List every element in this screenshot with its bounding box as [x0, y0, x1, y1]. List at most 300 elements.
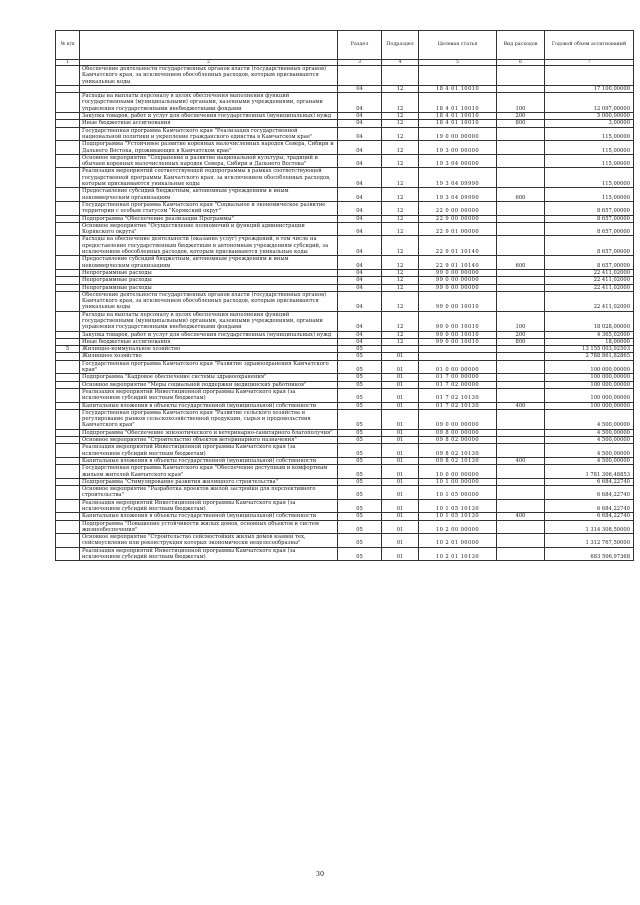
section-code: 04 — [338, 113, 382, 120]
row-number — [56, 127, 80, 141]
expense-name: Обеспечение деятельности государственных органов власти (государственных органов) Камчатского края, за исключением обособленных расходов, которым присваиваются уникальные коды — [80, 66, 338, 86]
target-article-code: 19 3 04 00000 — [419, 154, 497, 168]
row-number — [56, 93, 80, 113]
expense-type-code — [497, 201, 545, 215]
table-row — [56, 478, 634, 485]
subsection-code: 01 — [382, 534, 419, 548]
table-row — [56, 85, 634, 92]
subsection-code: 01 — [382, 402, 419, 409]
target-article-code: 01 7 02 10130 — [419, 402, 497, 409]
target-article-code: 01 7 00 00000 — [419, 374, 497, 381]
target-article-code: 99 0 00 00000 — [419, 284, 497, 291]
annual-amount: 100 000,00000 — [545, 360, 634, 374]
expense-type-code — [497, 353, 545, 360]
annual-amount: 18,00000 — [545, 338, 634, 345]
annual-amount: 4 500,00000 — [545, 409, 634, 429]
row-number — [56, 409, 80, 429]
expense-type-code — [497, 360, 545, 374]
expense-type-code — [497, 66, 545, 86]
annual-amount: 6 684,22740 — [545, 486, 634, 500]
row-number — [56, 201, 80, 215]
expense-name: Подпрограмма "Устойчивое развитие коренных малочисленных народов Севера, Сибири и Дальнего Востока, проживающих в Камчатском крае" — [80, 141, 338, 155]
expense-name: Реализация мероприятий Инвестиционной программы Камчатского края (за исключением субсидий местным бюджетам) — [80, 388, 338, 402]
table-row — [56, 374, 634, 381]
header-no: № п/п — [56, 31, 80, 60]
expense-name: Основное мероприятие "Осуществление полномочий и функций администрации Корякского округа" — [80, 222, 338, 236]
section-code: 04 — [338, 188, 382, 202]
expense-name: Жилищное хозяйство — [80, 353, 338, 360]
header-target-article: Целевая статья — [419, 31, 497, 60]
column-number: 6 — [497, 60, 545, 66]
expense-type-code — [497, 486, 545, 500]
table-body — [56, 66, 634, 561]
table-row — [56, 215, 634, 222]
target-article-code: 09 0 00 00000 — [419, 409, 497, 429]
table-row — [56, 402, 634, 409]
target-article-code: 19 3 00 00000 — [419, 141, 497, 155]
annual-amount: 100 000,00000 — [545, 388, 634, 402]
annual-amount: 8 657,00000 — [545, 222, 634, 236]
section-code: 04 — [338, 201, 382, 215]
header-expense-type: Вид расходов — [497, 31, 545, 60]
table-row — [56, 465, 634, 479]
expense-type-code — [497, 277, 545, 284]
annual-amount: 4 500,00000 — [545, 457, 634, 464]
subsection-code: 01 — [382, 437, 419, 444]
target-article-code: 01 7 02 10130 — [419, 388, 497, 402]
expense-type-code — [497, 154, 545, 168]
target-article-code: 19 3 04 09990 — [419, 168, 497, 188]
expense-name: Предоставление субсидий бюджетным, автономным учреждениям и иным некоммерческим организациям — [80, 188, 338, 202]
table-row — [56, 127, 634, 141]
section-code: 04 — [338, 93, 382, 113]
subsection-code: 12 — [382, 338, 419, 345]
row-number — [56, 486, 80, 500]
subsection-code: 01 — [382, 513, 419, 520]
target-article-code: 99 0 00 10010 — [419, 338, 497, 345]
expense-name: Основное мероприятие "Разработка проектов жилой застройки для перспективного строительства" — [80, 486, 338, 500]
expense-name: Подпрограмма "Обеспечение реализации Программы" — [80, 215, 338, 222]
subsection-code: 12 — [382, 168, 419, 188]
section-code: 04 — [338, 85, 382, 92]
expense-name: Подпрограмма "Повышение устойчивости жилых домов, основных объектов и систем жизнеобеспечения" — [80, 520, 338, 534]
subsection-code: 12 — [382, 201, 419, 215]
section-code: 04 — [338, 277, 382, 284]
subsection-code: 01 — [382, 457, 419, 464]
target-article-code: 09 8 02 10130 — [419, 457, 497, 464]
table-row — [56, 534, 634, 548]
expense-type-code — [497, 346, 545, 353]
subsection-code: 12 — [382, 236, 419, 256]
section-code: 05 — [338, 374, 382, 381]
section-code: 04 — [338, 154, 382, 168]
annual-amount: 4 500,00000 — [545, 444, 634, 458]
table-row — [56, 66, 634, 86]
target-article-code: 10 1 05 00000 — [419, 486, 497, 500]
expense-name: Закупка товаров, работ и услуг для обеспечения государственных (муниципальных) нужд — [80, 331, 338, 338]
target-article-code: 18 4 01 10010 — [419, 120, 497, 127]
section-code: 05 — [338, 353, 382, 360]
subsection-code: 12 — [382, 93, 419, 113]
subsection-code: 12 — [382, 222, 419, 236]
expense-name: Государственная программа Камчатского края "Развитие сельского хозяйства и регулирование рынков сельскохозяйственной продукции, сырья и продовольствия Камчатского края" — [80, 409, 338, 429]
row-number: 5 — [56, 346, 80, 353]
section-code: 05 — [338, 437, 382, 444]
expense-name: Непрограммные расходы — [80, 284, 338, 291]
annual-amount — [545, 66, 634, 86]
table-row — [56, 346, 634, 353]
expense-type-code: 100 — [497, 311, 545, 331]
row-number — [56, 388, 80, 402]
row-number — [56, 338, 80, 345]
expense-type-code: 800 — [497, 120, 545, 127]
expense-name: Обеспечение деятельности государственных органов власти (государственных органов) Камчатского края, за исключением обособленных расходов, которым присваиваются уникальные коды — [80, 291, 338, 311]
subsection-code: 01 — [382, 478, 419, 485]
expense-name: Капитальные вложения в объекты государственной (муниципальной) собственности — [80, 513, 338, 520]
target-article-code: 99 0 00 10010 — [419, 331, 497, 338]
target-article-code: 01 7 02 00000 — [419, 381, 497, 388]
target-article-code: 01 0 00 00000 — [419, 360, 497, 374]
table-header-row — [56, 31, 634, 60]
expense-name: Реализация мероприятий Инвестиционной программы Камчатского края (за исключением субсидий местным бюджетам) — [80, 547, 338, 561]
subsection-code: 01 — [382, 429, 419, 436]
table-row — [56, 486, 634, 500]
expense-type-code — [497, 499, 545, 513]
row-number — [56, 547, 80, 561]
subsection-code: 01 — [382, 520, 419, 534]
expense-type-code — [497, 444, 545, 458]
column-number: 4 — [382, 60, 419, 66]
table-row — [56, 141, 634, 155]
table-row — [56, 437, 634, 444]
subsection-code: 12 — [382, 154, 419, 168]
target-article-code: 18 4 01 10010 — [419, 85, 497, 92]
target-article-code: 09 8 02 00000 — [419, 437, 497, 444]
annual-amount: 5 000,00000 — [545, 113, 634, 120]
target-article-code — [419, 346, 497, 353]
row-number — [56, 444, 80, 458]
annual-amount: 115,00000 — [545, 188, 634, 202]
table-row — [56, 277, 634, 284]
table-row — [56, 388, 634, 402]
subsection-code: 12 — [382, 284, 419, 291]
expense-type-code — [497, 269, 545, 276]
annual-amount: 115,00000 — [545, 141, 634, 155]
expense-type-code — [497, 168, 545, 188]
section-code: 04 — [338, 141, 382, 155]
target-article-code: 99 0 00 10010 — [419, 311, 497, 331]
section-code: 05 — [338, 520, 382, 534]
expense-type-code — [497, 381, 545, 388]
section-code: 04 — [338, 331, 382, 338]
expense-name: Непрограммные расходы — [80, 269, 338, 276]
row-number — [56, 188, 80, 202]
subsection-code: 01 — [382, 499, 419, 513]
expense-type-code — [497, 388, 545, 402]
row-number — [56, 113, 80, 120]
target-article-code: 10 0 00 00000 — [419, 465, 497, 479]
target-article-code — [419, 353, 497, 360]
target-article-code: 18 4 01 10010 — [419, 113, 497, 120]
subsection-code: 12 — [382, 291, 419, 311]
expense-type-code: 400 — [497, 513, 545, 520]
table-row — [56, 409, 634, 429]
expense-type-code — [497, 409, 545, 429]
section-code: 04 — [338, 120, 382, 127]
expense-name: Основное мероприятие "Меры социальной поддержки медицинских работников" — [80, 381, 338, 388]
subsection-code: 01 — [382, 388, 419, 402]
subsection-code: 01 — [382, 374, 419, 381]
annual-amount: 115,00000 — [545, 154, 634, 168]
table-row — [56, 236, 634, 256]
subsection-code: 12 — [382, 85, 419, 92]
subsection-code: 12 — [382, 127, 419, 141]
expense-name: Иные бюджетные ассигнования — [80, 338, 338, 345]
expense-name: Непрограммные расходы — [80, 277, 338, 284]
expense-name: Реализация мероприятий соответствующей подпрограммы в рамках соответствующей государственной программы Камчатского края, за исключением обособленных расходов, которым присваиваются уникальные коды — [80, 168, 338, 188]
table-row — [56, 381, 634, 388]
expense-name: Иные бюджетные ассигнования — [80, 120, 338, 127]
row-number — [56, 499, 80, 513]
target-article-code: 99 0 00 10010 — [419, 291, 497, 311]
expense-type-code — [497, 437, 545, 444]
row-number — [56, 141, 80, 155]
section-code: 05 — [338, 381, 382, 388]
subsection-code: 12 — [382, 141, 419, 155]
subsection-code: 01 — [382, 547, 419, 561]
row-number — [56, 311, 80, 331]
row-number — [56, 465, 80, 479]
header-podrazdel: Подраздел — [382, 31, 419, 60]
expense-name: Расходы на выплаты персоналу в целях обеспечения выполнения функций государственными (муниципальными) органами, казенными учреждениями, органами управления государственными внебюджетными фондами — [80, 311, 338, 331]
table-row — [56, 113, 634, 120]
header-annual-amount: Годовой объем ассигнований — [545, 31, 634, 60]
annual-amount: 3,00000 — [545, 120, 634, 127]
column-number: 1 — [56, 60, 80, 66]
budget-table-sheet — [55, 30, 633, 561]
table-row — [56, 256, 634, 270]
budget-allocation-table — [55, 30, 634, 561]
section-code: 05 — [338, 457, 382, 464]
target-article-code: 10 2 01 00000 — [419, 534, 497, 548]
annual-amount: 1 312 767,50000 — [545, 534, 634, 548]
subsection-code: 01 — [382, 444, 419, 458]
annual-amount: 8 657,00000 — [545, 201, 634, 215]
section-code: 05 — [338, 429, 382, 436]
table-row — [56, 284, 634, 291]
table-row — [56, 222, 634, 236]
section-code — [338, 66, 382, 86]
expense-type-code: 600 — [497, 256, 545, 270]
expense-name: Государственная программа Камчатского края "Развитие здравоохранения Камчатского края" — [80, 360, 338, 374]
target-article-code: 10 1 05 10130 — [419, 513, 497, 520]
target-article-code: 19 3 04 09990 — [419, 188, 497, 202]
section-code: 04 — [338, 256, 382, 270]
expense-name: Основное мероприятие "Строительство объектов ветеринарного назначения" — [80, 437, 338, 444]
expense-name: Подпрограмма "Стимулирование развития жилищного строительства" — [80, 478, 338, 485]
row-number — [56, 331, 80, 338]
annual-amount: 22 411,02000 — [545, 269, 634, 276]
row-number — [56, 478, 80, 485]
table-row — [56, 353, 634, 360]
table-row — [56, 513, 634, 520]
target-article-code: 09 8 00 00000 — [419, 429, 497, 436]
annual-amount: 13 155 003,92503 — [545, 346, 634, 353]
subsection-code: 12 — [382, 311, 419, 331]
table-row — [56, 520, 634, 534]
row-number — [56, 66, 80, 86]
subsection-code: 01 — [382, 381, 419, 388]
annual-amount: 17 100,00000 — [545, 85, 634, 92]
target-article-code: 10 2 00 00000 — [419, 520, 497, 534]
column-number: 3 — [338, 60, 382, 66]
expense-type-code: 800 — [497, 338, 545, 345]
row-number — [56, 534, 80, 548]
row-number — [56, 381, 80, 388]
target-article-code: 22 9 01 10140 — [419, 236, 497, 256]
section-code: 04 — [338, 215, 382, 222]
table-row — [56, 429, 634, 436]
subsection-code — [382, 346, 419, 353]
subsection-code: 12 — [382, 188, 419, 202]
expense-name: Закупка товаров, работ и услуг для обеспечения государственных (муниципальных) нужд — [80, 113, 338, 120]
row-number — [56, 374, 80, 381]
annual-amount: 683 506,97368 — [545, 547, 634, 561]
row-number — [56, 120, 80, 127]
row-number — [56, 457, 80, 464]
expense-name: Подпрограмма "Кадровое обеспечение системы здравоохранения" — [80, 374, 338, 381]
expense-type-code — [497, 236, 545, 256]
table-row — [56, 291, 634, 311]
annual-amount: 6 684,22740 — [545, 513, 634, 520]
column-number: 5 — [419, 60, 497, 66]
header-razdel: Раздел — [338, 31, 382, 60]
subsection-code: 01 — [382, 360, 419, 374]
annual-amount: 4 500,00000 — [545, 437, 634, 444]
table-row — [56, 360, 634, 374]
section-code: 04 — [338, 291, 382, 311]
row-number — [56, 85, 80, 92]
row-number — [56, 215, 80, 222]
annual-amount: 22 411,02000 — [545, 291, 634, 311]
expense-name: Государственная программа Камчатского края "Социальное и экономическое развитие территории с особым статусом "Корякский округ" — [80, 201, 338, 215]
table-row — [56, 154, 634, 168]
section-code: 05 — [338, 534, 382, 548]
subsection-code: 01 — [382, 486, 419, 500]
section-code: 04 — [338, 222, 382, 236]
table-row — [56, 201, 634, 215]
expense-name: Жилищно-коммунальное хозяйство — [80, 346, 338, 353]
subsection-code: 01 — [382, 353, 419, 360]
expense-name: Подпрограмма "Обеспечение эпизоотического и ветеринарно-санитарного благополучия" — [80, 429, 338, 436]
target-article-code: 10 1 00 00000 — [419, 478, 497, 485]
table-row — [56, 444, 634, 458]
row-number — [56, 437, 80, 444]
column-number: 7 — [545, 60, 634, 66]
table-row — [56, 338, 634, 345]
section-code: 04 — [338, 127, 382, 141]
subsection-code: 12 — [382, 113, 419, 120]
row-number — [56, 277, 80, 284]
subsection-code: 01 — [382, 465, 419, 479]
header-name — [80, 31, 338, 60]
expense-name: Капитальные вложения в объекты государственной (муниципальной) собственности — [80, 402, 338, 409]
expense-name: Предоставление субсидий бюджетным, автономным учреждениям и иным некоммерческим организациям — [80, 256, 338, 270]
expense-name: Реализация мероприятий Инвестиционной программы Камчатского края (за исключением субсидий местным бюджетам) — [80, 444, 338, 458]
section-code: 05 — [338, 346, 382, 353]
target-article-code: 22 9 00 00000 — [419, 215, 497, 222]
row-number — [56, 520, 80, 534]
annual-amount: 4 500,00000 — [545, 429, 634, 436]
table-row — [56, 120, 634, 127]
expense-name — [80, 85, 338, 92]
annual-amount: 22 411,02000 — [545, 277, 634, 284]
subsection-code: 01 — [382, 409, 419, 429]
annual-amount: 4 365,02000 — [545, 331, 634, 338]
row-number — [56, 360, 80, 374]
subsection-code: 12 — [382, 215, 419, 222]
target-article-code: 22 9 01 10140 — [419, 256, 497, 270]
column-number: 2 — [80, 60, 338, 66]
target-article-code: 10 2 01 10130 — [419, 547, 497, 561]
section-code: 05 — [338, 402, 382, 409]
annual-amount: 12 097,00000 — [545, 93, 634, 113]
subsection-code — [382, 66, 419, 86]
expense-type-code — [497, 222, 545, 236]
expense-name: Основное мероприятие "Сохранение и развитие национальной культуры, традиций и обычаев коренных малочисленных народов Севера, Сибири и Дальнего Востока" — [80, 154, 338, 168]
subsection-code: 12 — [382, 256, 419, 270]
row-number — [56, 256, 80, 270]
expense-type-code: 200 — [497, 331, 545, 338]
annual-amount: 100 000,00000 — [545, 381, 634, 388]
section-code: 05 — [338, 499, 382, 513]
expense-type-code — [497, 374, 545, 381]
section-code: 05 — [338, 513, 382, 520]
table-row — [56, 331, 634, 338]
annual-amount: 115,00000 — [545, 127, 634, 141]
row-number — [56, 222, 80, 236]
annual-amount: 100 000,00000 — [545, 374, 634, 381]
expense-name: Расходы на выплаты персоналу в целях обеспечения выполнения функций государственными (муниципальными) органами, казенными учреждениями, органами управления государственными внебюджетными фондами — [80, 93, 338, 113]
annual-amount: 22 411,02000 — [545, 284, 634, 291]
annual-amount: 8 657,00000 — [545, 256, 634, 270]
expense-name: Реализация мероприятий Инвестиционной программы Камчатского края (за исключением субсидий местным бюджетам) — [80, 499, 338, 513]
subsection-code: 12 — [382, 331, 419, 338]
section-code: 04 — [338, 311, 382, 331]
annual-amount: 1 314 308,50000 — [545, 520, 634, 534]
table-row — [56, 499, 634, 513]
expense-type-code — [497, 478, 545, 485]
target-article-code: 19 0 00 00000 — [419, 127, 497, 141]
expense-type-code — [497, 547, 545, 561]
section-code: 05 — [338, 478, 382, 485]
expense-name: Государственная программа Камчатского края "Обеспечение доступным и комфортным жильем жителей Камчатского края" — [80, 465, 338, 479]
table-row — [56, 188, 634, 202]
annual-amount: 6 684,22740 — [545, 478, 634, 485]
annual-amount: 18 028,00000 — [545, 311, 634, 331]
target-article-code: 99 0 00 00000 — [419, 269, 497, 276]
row-number — [56, 168, 80, 188]
expense-type-code: 400 — [497, 457, 545, 464]
row-number — [56, 284, 80, 291]
target-article-code: 22 0 00 00000 — [419, 201, 497, 215]
annual-amount: 100 000,00000 — [545, 402, 634, 409]
row-number — [56, 236, 80, 256]
subsection-code: 12 — [382, 277, 419, 284]
annual-amount: 8 657,00000 — [545, 236, 634, 256]
expense-name: Расходы на обеспечение деятельности (оказание услуг) учреждений, в том числе на предоставление государственным бюджетным и автономным учреждениям субсидий, за исключением обособленных расходов, которым присваиваются уникальные коды — [80, 236, 338, 256]
expense-type-code — [497, 429, 545, 436]
